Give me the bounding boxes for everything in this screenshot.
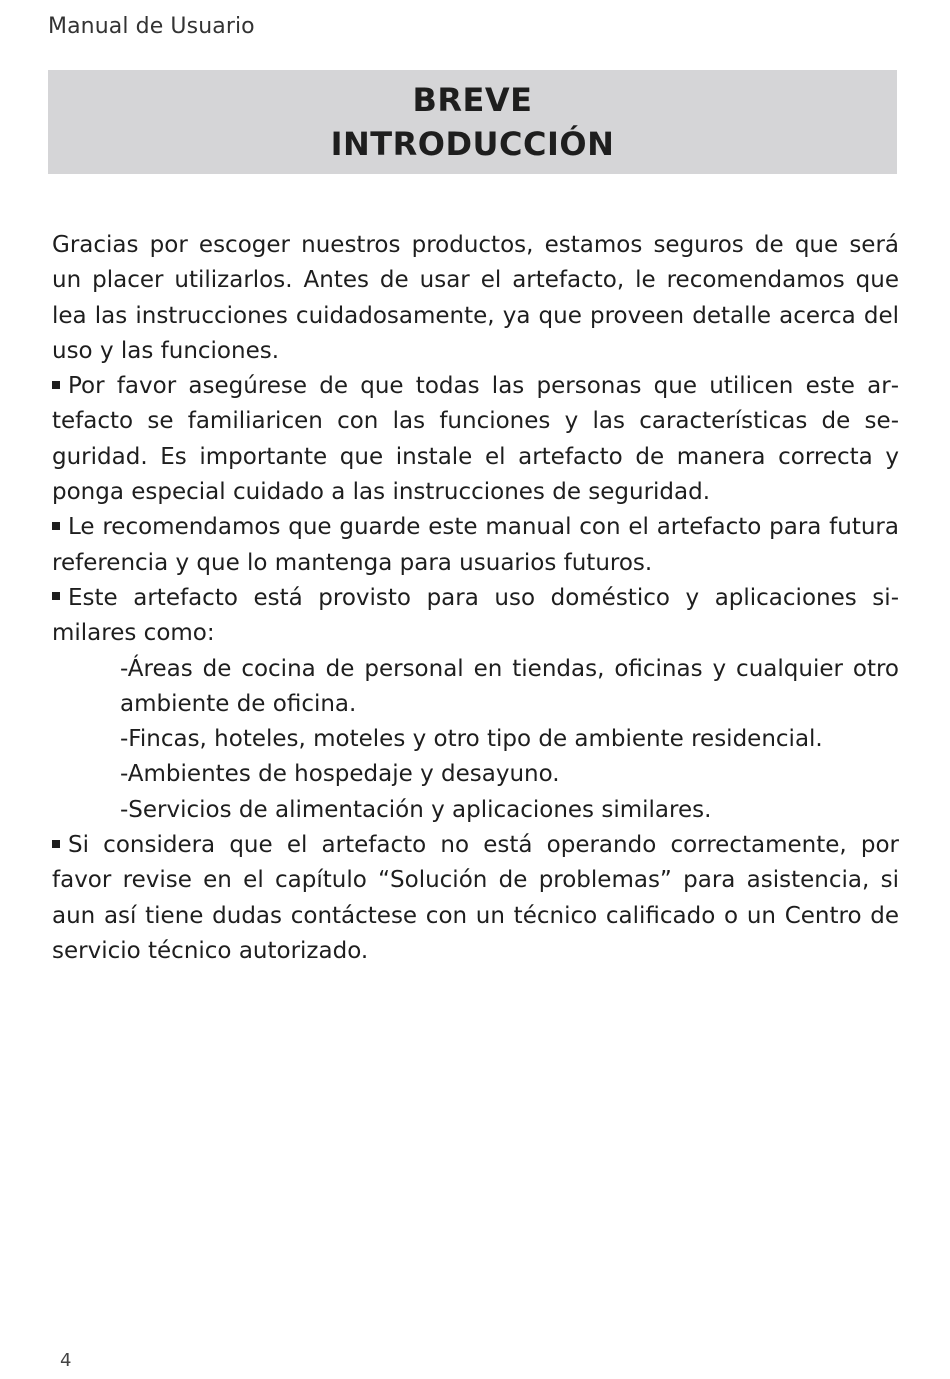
body-text bbox=[52, 228, 899, 969]
list-item: -Servicios de alimentación y aplicaciones similares. bbox=[120, 796, 712, 823]
running-header: Manual de Usuario bbox=[48, 14, 255, 39]
bullet-text: Por favor asegúrese de que todas las personas que utilicen este artefacto se familiaricen con las funciones y las características de seguridad. Es importante que instale el artefacto de manera correcta y ponga especial cuidado a las instrucciones de seguridad. bbox=[52, 373, 899, 506]
square-bullet-icon bbox=[52, 592, 60, 600]
square-bullet-icon bbox=[52, 522, 60, 530]
bullet-text: Este artefacto está provisto para uso doméstico y aplicaciones similares como: bbox=[52, 584, 899, 647]
bullet-paragraph bbox=[52, 510, 899, 581]
section-title-band bbox=[48, 70, 897, 174]
square-bullet-icon bbox=[52, 381, 60, 389]
list-item: -Ambientes de hospedaje y desayuno. bbox=[120, 761, 560, 788]
square-bullet-icon bbox=[52, 840, 60, 848]
list-item: -Áreas de cocina de personal en tiendas, oficinas y cualquier otro ambiente de oficina. bbox=[120, 655, 899, 717]
list-item: -Fincas, hoteles, moteles y otro tipo de ambiente residencial. bbox=[120, 726, 823, 753]
section-title-line-2: INTRODUCCIÓN bbox=[330, 125, 615, 163]
bullet-paragraph bbox=[52, 828, 899, 969]
page-number: 4 bbox=[60, 1350, 72, 1371]
usage-examples-list bbox=[52, 652, 899, 828]
intro-paragraph: Gracias por escoger nuestros productos, estamos seguros de que será un placer utilizarlos. Antes de usar el artefacto, le recomendamos que lea las instrucciones cuidadosamente, ya que proveen detalle acerca del uso y las funciones. bbox=[52, 232, 899, 364]
bullet-paragraph bbox=[52, 581, 899, 652]
bullet-text: Le recomendamos que guarde este manual con el artefacto para futura referencia y que lo mantenga para usuarios futuros. bbox=[52, 514, 899, 576]
bullet-text: Si considera que el artefacto no está operando correctamente, por favor revise en el capítulo “Solución de problemas” para asistencia, si aun así tiene dudas contáctese con un técnico calificado o un Centro de servicio técnico autorizado. bbox=[52, 832, 899, 964]
section-title-line-1: BREVE bbox=[412, 81, 533, 119]
bullet-paragraph bbox=[52, 369, 899, 510]
